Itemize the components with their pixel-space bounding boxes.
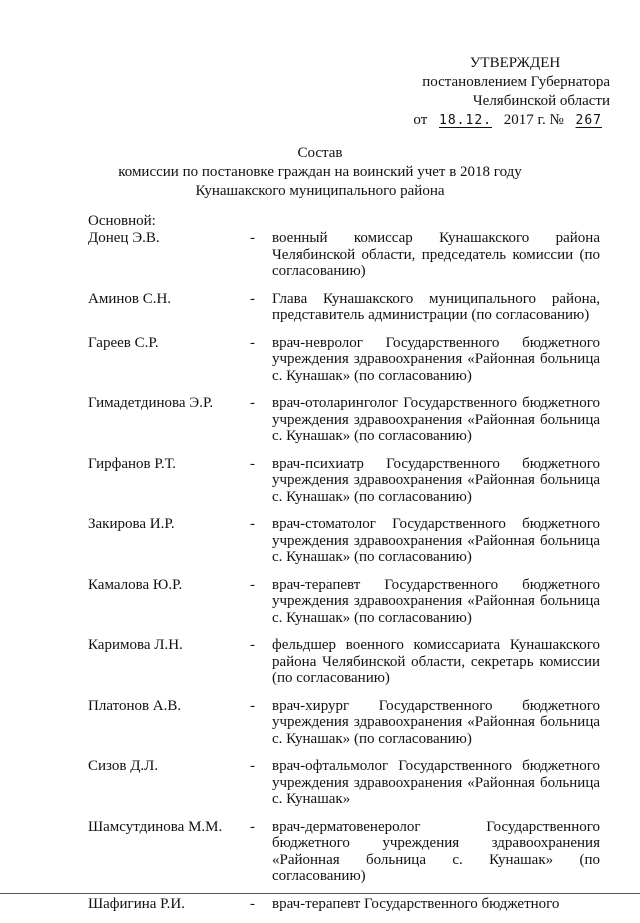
approval-title: УТВЕРЖДЕН — [469, 55, 561, 71]
member-role: врач-терапевт Государственного бюджетного учреждения здравоохранения «Районная больница с. Кунашак» (по согласованию) — [272, 576, 600, 626]
approval-line-1: постановлением Губернатора — [422, 74, 610, 90]
member-name: Шамсутдинова М.М. — [88, 818, 223, 835]
heading-line-1: Состав — [297, 145, 343, 161]
page-bottom-divider — [0, 893, 640, 894]
member-name: Камалова Ю.Р. — [88, 576, 183, 593]
date-prefix: от — [413, 112, 428, 128]
member-dash: - — [250, 455, 255, 472]
member-name: Закирова И.Р. — [88, 516, 175, 532]
member-role: Глава Кунашакского муниципального района, представитель администрации (по согласованию) — [272, 290, 600, 323]
member-role: врач-стоматолог Государственного бюджетного учреждения здравоохранения «Районная больница с. Кунашак» (по согласованию) — [272, 516, 600, 565]
member-role: врач-офтальмолог Государственного бюджетного учреждения здравоохранения «Районная больница с. Кунашак» — [272, 758, 600, 807]
member-name: Аминов С.Н. — [88, 290, 172, 307]
member-row — [88, 335, 600, 385]
member-row — [88, 230, 600, 280]
heading-line-2: комиссии по постановке граждан на воинский учет в 2018 году — [118, 164, 522, 180]
member-row — [88, 819, 600, 885]
member-role: врач-невролог Государственного бюджетного учреждения здравоохранения «Районная больница с. Кунашак» (по согласованию) — [272, 334, 600, 384]
approval-line-2: Челябинской области — [472, 93, 610, 109]
approval-block — [380, 54, 610, 130]
member-dash: - — [250, 334, 255, 351]
member-dash: - — [250, 895, 255, 912]
member-name: Гимадетдинова Э.Р. — [88, 395, 214, 411]
member-row — [88, 758, 600, 808]
member-name: Сизов Д.Л. — [88, 758, 159, 774]
member-name: Шафигина Р.И. — [88, 895, 185, 912]
member-role: врач-психиатр Государственного бюджетного учреждения здравоохранения «Районная больница с. Кунашак» (по согласованию) — [272, 455, 600, 505]
approval-date-line — [380, 111, 610, 130]
member-row — [88, 637, 600, 687]
member-row — [88, 698, 600, 748]
member-name: Гирфанов Р.Т. — [88, 455, 176, 472]
member-name: Донец Э.В. — [88, 230, 160, 246]
member-role: врач-терапевт Государственного бюджетного — [272, 895, 560, 912]
section-label: Основной: — [88, 213, 156, 229]
member-name: Каримова Л.Н. — [88, 637, 183, 653]
members-list — [88, 230, 600, 923]
member-name: Платонов А.В. — [88, 697, 182, 714]
member-row — [88, 395, 600, 445]
member-dash: - — [250, 576, 255, 593]
member-name: Гареев С.Р. — [88, 334, 159, 351]
member-role: врач-хирург Государственного бюджетного учреждения здравоохранения «Районная больница с. Кунашак» (по согласованию) — [272, 697, 600, 747]
member-row — [88, 516, 600, 566]
member-dash: - — [250, 697, 255, 714]
member-row — [88, 456, 600, 506]
member-row — [88, 896, 600, 913]
member-dash: - — [250, 290, 255, 307]
member-row — [88, 291, 600, 324]
member-dash: - — [250, 516, 255, 532]
member-role: врач-дерматовенеролог Государственного бюджетного учреждения здравоохранения «Районная больница с. Кунашак» (по согласованию) — [272, 818, 600, 884]
member-row — [88, 577, 600, 627]
member-dash: - — [250, 758, 255, 774]
decree-number: 267 — [575, 113, 602, 128]
member-role: врач-отоларинголог Государственного бюджетного учреждения здравоохранения «Районная больница с. Кунашак» (по согласованию) — [272, 395, 600, 444]
member-role: военный комиссар Кунашакского района Челябинской области, председатель комиссии (по согласованию) — [272, 230, 600, 279]
member-dash: - — [250, 230, 255, 246]
member-dash: - — [250, 818, 255, 835]
date-year: 2017 г. № — [503, 112, 564, 128]
date-value: 18.12. — [439, 113, 492, 128]
member-dash: - — [250, 395, 255, 411]
heading-line-3: Кунашакского муниципального района — [195, 183, 445, 199]
document-heading — [0, 144, 640, 201]
member-role: фельдшер военного комиссариата Кунашакского района Челябинской области, секретарь комиссии (по согласованию) — [272, 637, 600, 686]
member-dash: - — [250, 637, 255, 653]
